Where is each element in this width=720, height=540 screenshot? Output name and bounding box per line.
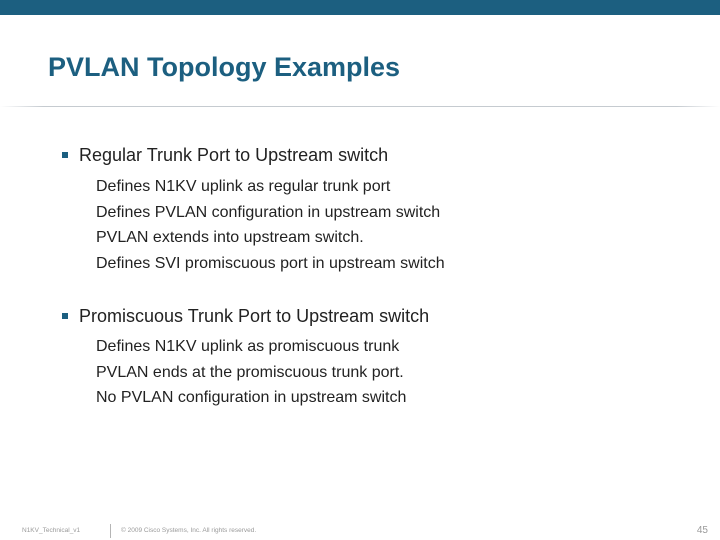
- section-promiscuous-trunk: [62, 306, 702, 411]
- bullet-heading: Regular Trunk Port to Upstream switch: [79, 144, 389, 165]
- bullet-row: [62, 306, 702, 326]
- square-bullet-icon: [62, 152, 68, 158]
- title-divider: [0, 106, 720, 107]
- square-bullet-icon: [62, 313, 68, 319]
- footer-copyright: © 2009 Cisco Systems, Inc. All rights reserved.: [121, 527, 257, 534]
- footer-deck-name: N1KV_Technical_v1: [22, 527, 81, 534]
- list-item: PVLAN extends into upstream switch.: [96, 229, 364, 246]
- list-item: Defines PVLAN configuration in upstream switch: [96, 203, 441, 221]
- list-item: Defines N1KV uplink as promiscuous trunk: [96, 338, 400, 355]
- list-item: No PVLAN configuration in upstream switch: [96, 389, 407, 406]
- section-regular-trunk: [62, 145, 702, 276]
- list-item: Defines N1KV uplink as regular trunk port: [96, 178, 391, 195]
- sub-list: [62, 174, 702, 276]
- sub-list: [62, 334, 702, 411]
- list-item: PVLAN ends at the promiscuous trunk port.: [96, 363, 404, 381]
- header-bar: [0, 0, 720, 15]
- slide-title: PVLAN Topology Examples: [48, 52, 401, 82]
- footer-divider: [110, 524, 111, 538]
- list-item: Defines SVI promiscuous port in upstream switch: [96, 254, 445, 272]
- page-number: 45: [696, 525, 708, 536]
- bullet-row: [62, 145, 702, 165]
- bullet-heading: Promiscuous Trunk Port to Upstream switch: [79, 305, 430, 326]
